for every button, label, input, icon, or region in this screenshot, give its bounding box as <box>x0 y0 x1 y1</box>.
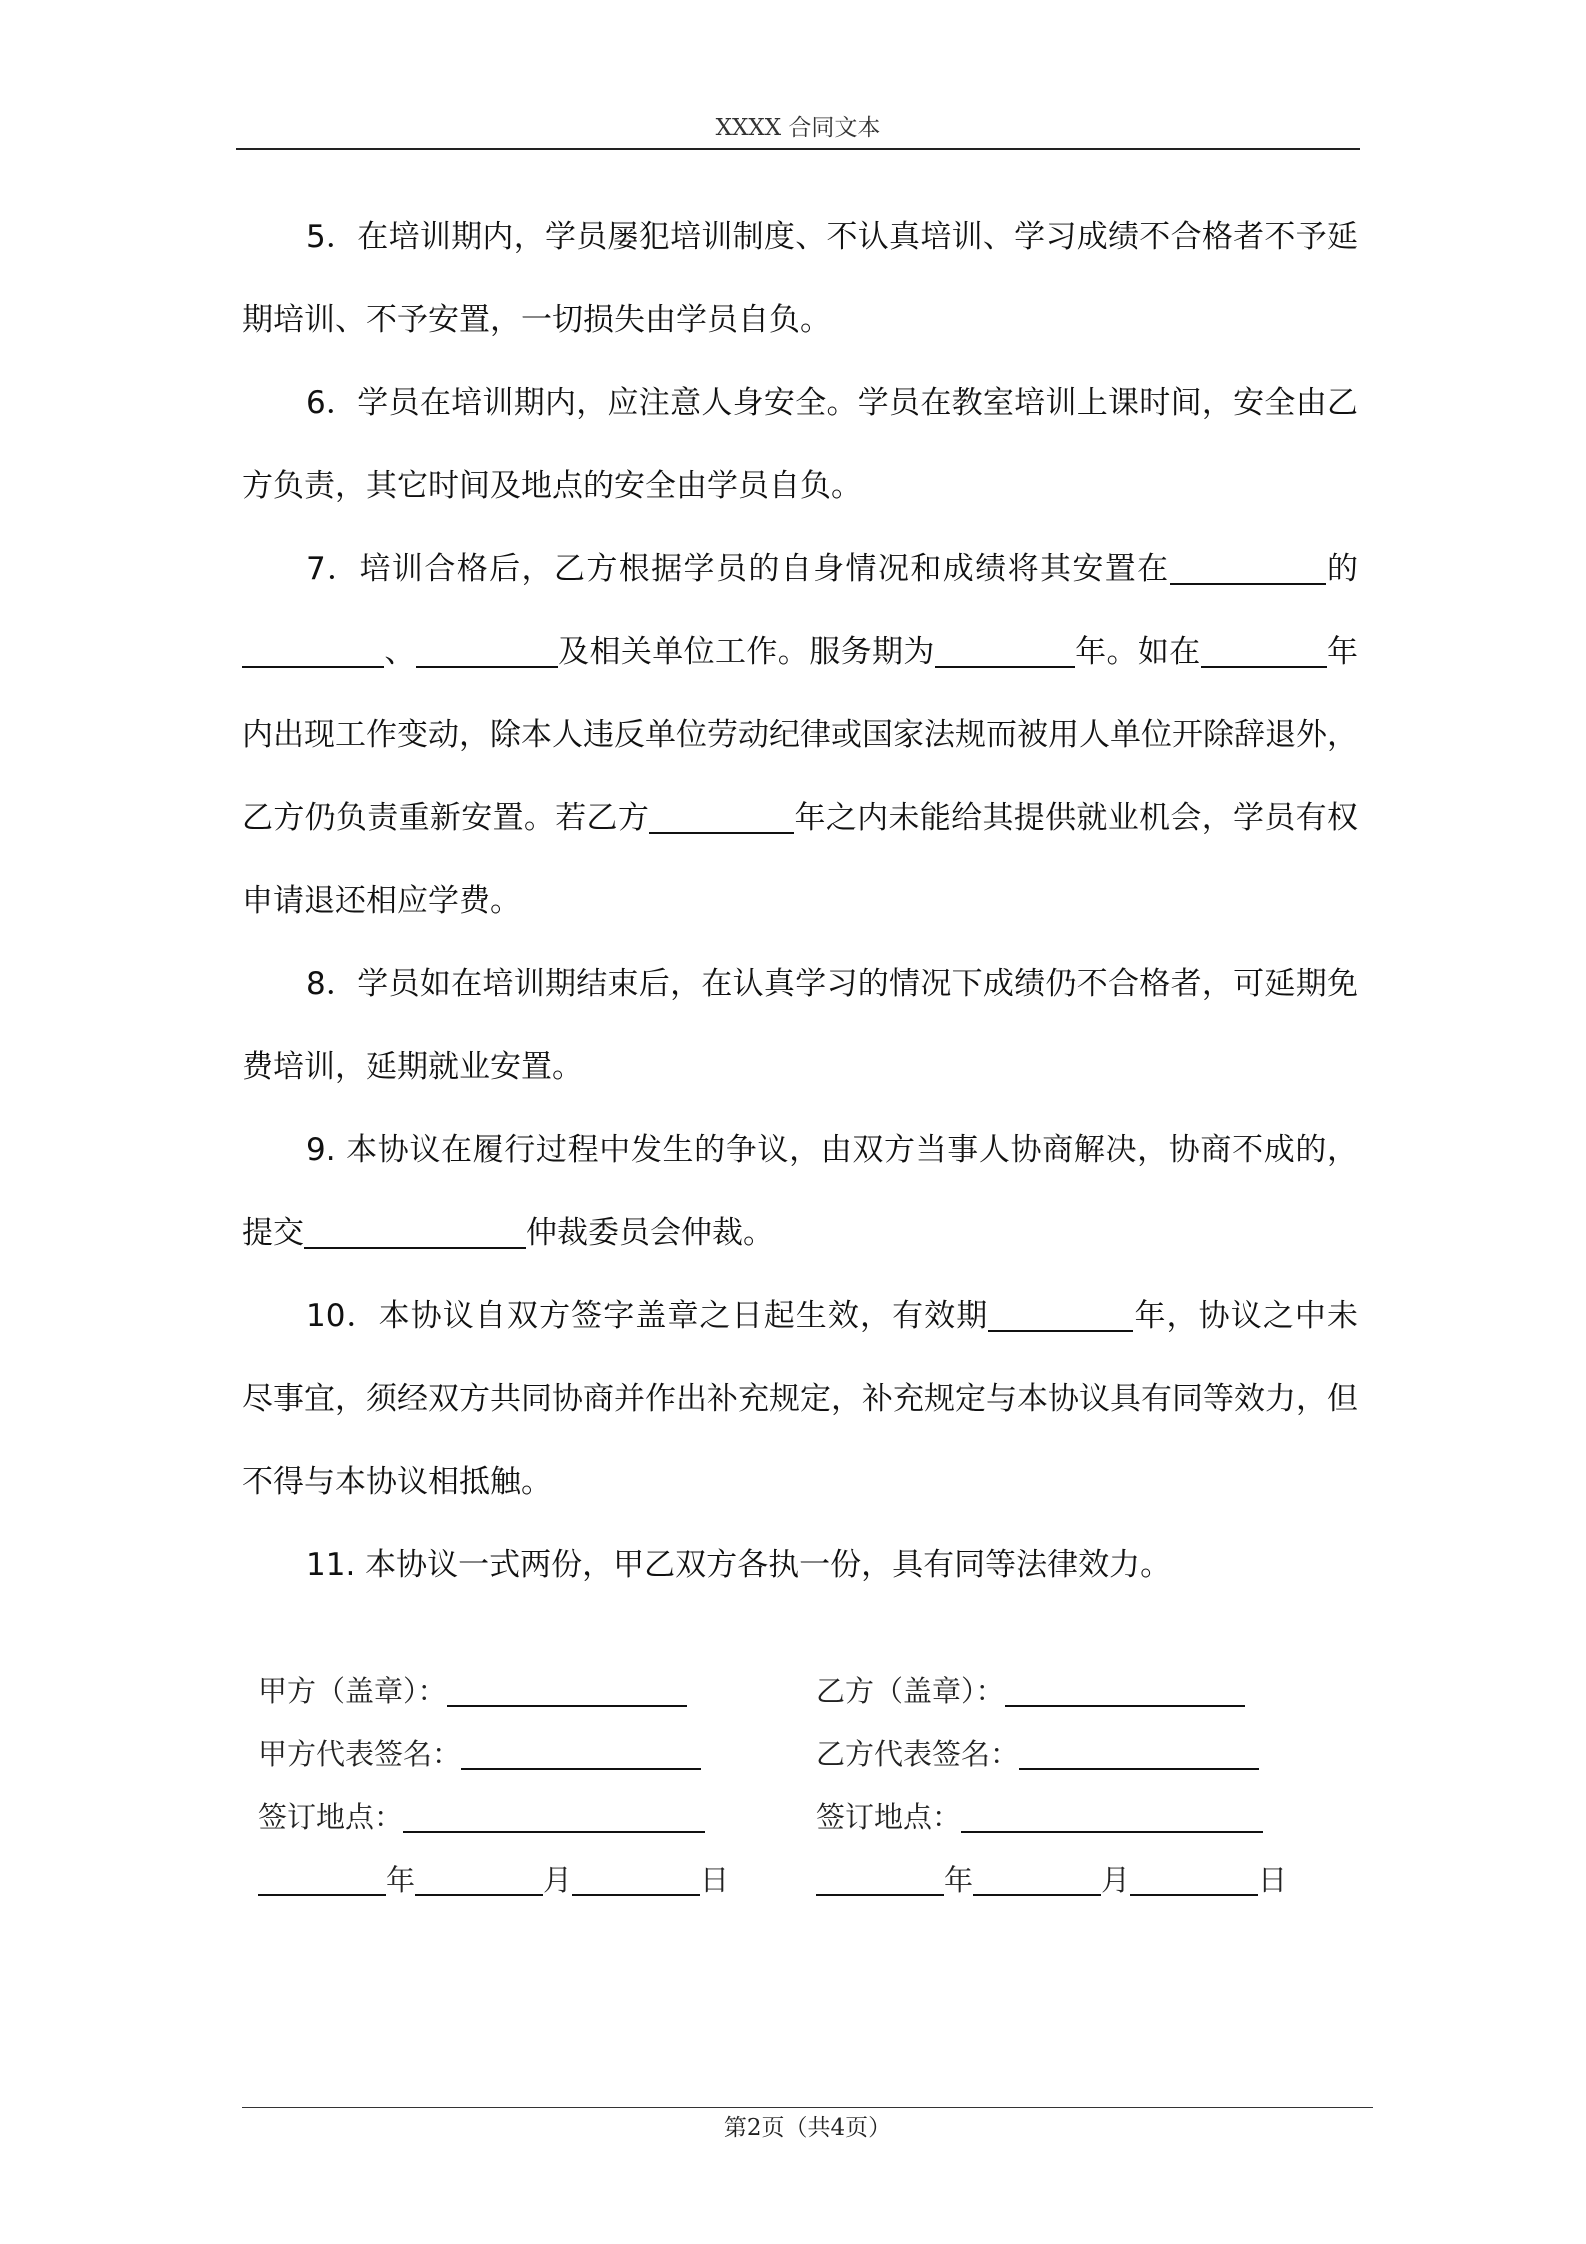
clause-7-text-3: 、 <box>384 634 416 670</box>
clause-10 <box>242 1275 1358 1524</box>
party-a-rep-row <box>258 1723 778 1786</box>
clause-10-text-1: 10．本协议自双方签字盖章之日起生效，有效期 <box>306 1298 989 1334</box>
party-b-month-field[interactable] <box>973 1868 1101 1896</box>
job-change-period-blank[interactable] <box>1201 636 1327 668</box>
clause-9-text-1: 9. 本协议在履行过程中发生的争议，由双方当事人协商解决，协商不成的，提交 <box>242 1132 1358 1251</box>
party-a-month-label: 月 <box>543 1863 573 1897</box>
clause-5: 5．在培训期内，学员屡犯培训制度、不认真培训、学习成绩不合格者不予延期培训、不予安置，一切损失由学员自负。 <box>242 219 1358 338</box>
party-a-place-field[interactable] <box>403 1805 705 1833</box>
page-footer <box>242 2107 1373 2148</box>
party-b-month-label: 月 <box>1101 1863 1131 1897</box>
party-a-rep-label: 甲方代表签名： <box>258 1737 462 1771</box>
party-a-year-label: 年 <box>386 1863 416 1897</box>
clause-8: 8．学员如在培训期结束后，在认真学习的情况下成绩仍不合格者，可延期免费培训，延期就业安置。 <box>242 966 1358 1085</box>
document-title: XXXX 合同文本 <box>715 115 881 141</box>
contract-body <box>242 196 1358 1607</box>
clause-7-text-5: 年。如在 <box>1074 634 1201 670</box>
party-b-year-field[interactable] <box>816 1868 944 1896</box>
party-b-rep-label: 乙方代表签名： <box>816 1737 1020 1771</box>
party-a-year-field[interactable] <box>258 1868 386 1896</box>
placement-unit-blank-2[interactable] <box>416 636 558 668</box>
party-b-seal-field[interactable] <box>1005 1679 1245 1707</box>
validity-period-blank[interactable] <box>988 1300 1133 1332</box>
clause-7 <box>242 528 1358 943</box>
page-header <box>236 108 1360 150</box>
clause-6: 6．学员在培训期内，应注意人身安全。学员在教室培训上课时间，安全由乙方负责，其它时间及地点的安全由学员自负。 <box>242 385 1358 504</box>
clause-7-text-4: 及相关单位工作。服务期为 <box>557 634 935 670</box>
clause-7-text-6: 年内出现工作变动，除本人违反单位劳动纪律或国家法规而被用人单位开除辞退外，乙方仍负责重新安置。若乙方 <box>242 634 1359 836</box>
party-a-rep-signature-field[interactable] <box>461 1742 701 1770</box>
party-b-seal-row <box>816 1660 1336 1723</box>
placement-unit-blank-1[interactable] <box>242 636 384 668</box>
party-a-date-row <box>258 1849 778 1912</box>
party-b-year-label: 年 <box>944 1863 974 1897</box>
party-b-day-field[interactable] <box>1130 1868 1258 1896</box>
arbitration-committee-blank[interactable] <box>304 1217 526 1249</box>
clause-11: 11. 本协议一式两份，甲乙双方各执一份，具有同等法律效力。 <box>306 1547 1172 1583</box>
party-b-place-label: 签订地点： <box>816 1800 962 1834</box>
party-a-month-field[interactable] <box>415 1868 543 1896</box>
clause-7-text-7: 年之内未能给其提供就业机会，学员有权申请退还相应学费。 <box>242 800 1359 919</box>
party-a-place-label: 签订地点： <box>258 1800 404 1834</box>
party-b-seal-label: 乙方（盖章）： <box>816 1674 1005 1708</box>
service-period-blank[interactable] <box>935 636 1075 668</box>
party-a-place-row <box>258 1786 778 1849</box>
party-a-signature <box>258 1660 778 1912</box>
clause-9 <box>242 1109 1358 1275</box>
party-b-rep-signature-field[interactable] <box>1019 1742 1259 1770</box>
page-number: 第2页（共4页） <box>723 2115 892 2141</box>
employment-deadline-blank[interactable] <box>649 802 794 834</box>
placement-location-blank[interactable] <box>1170 553 1326 585</box>
party-b-signature <box>816 1660 1336 1912</box>
clause-9-text-2: 仲裁委员会仲裁。 <box>526 1215 774 1251</box>
party-b-day-label: 日 <box>1258 1863 1288 1897</box>
party-a-seal-label: 甲方（盖章）： <box>258 1674 447 1708</box>
clause-7-text-2: 的 <box>1325 551 1358 587</box>
party-b-rep-row <box>816 1723 1336 1786</box>
party-b-place-field[interactable] <box>961 1805 1263 1833</box>
party-a-day-field[interactable] <box>572 1868 700 1896</box>
clause-10-text-2: 年，协议之中未尽事宜，须经双方共同协商并作出补充规定，补充规定与本协议具有同等效力，但不得与本协议相抵触。 <box>242 1298 1358 1500</box>
party-b-date-row <box>816 1849 1336 1912</box>
party-a-seal-field[interactable] <box>447 1679 687 1707</box>
party-b-place-row <box>816 1786 1336 1849</box>
party-a-seal-row <box>258 1660 778 1723</box>
clause-7-text-1: 7．培训合格后，乙方根据学员的自身情况和成绩将其安置在 <box>306 551 1170 587</box>
party-a-day-label: 日 <box>700 1863 730 1897</box>
